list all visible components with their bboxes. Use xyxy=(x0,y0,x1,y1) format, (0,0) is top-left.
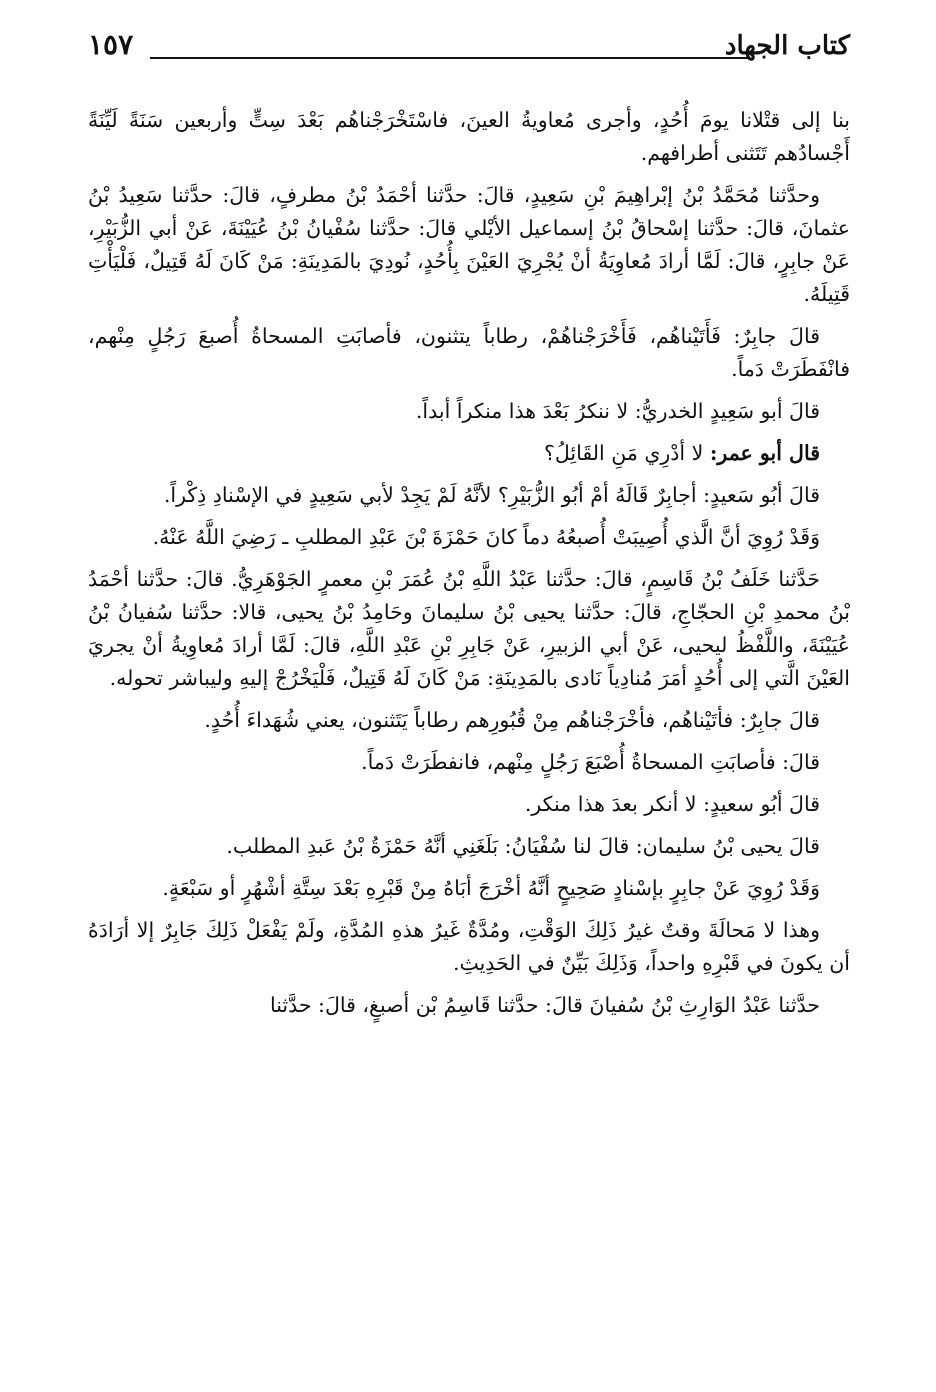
paragraph-5-text: لا أدْرِي مَنِ القَائِلُ؟ xyxy=(544,441,704,465)
book-title: كتاب الجهاد xyxy=(724,31,850,61)
paragraph-12: قالَ يحيى بْنُ سليمان: قالَ لنا سُفْيَانُ: بَلَغَنِي أنَّهُ حَمْزَةُ بْنُ عَبدِ المطلب. xyxy=(226,834,820,858)
header-rule xyxy=(150,57,750,59)
paragraph-7: وَقَدْ رُوِيَ أنَّ الَّذي أُصِيبَتْ أُصبعُهُ دماً كانَ حَمْزَةَ بْنَ عَبْدِ المطلبِ ـ رَضِيَ اللَّهُ عَنْهُ. xyxy=(152,525,820,549)
paragraph-14: وهذا لا مَحالَةَ وقتٌ غيرُ ذَلِكَ الوَقْتِ، ومُدَّةٌ غَيرُ هذهِ المُدَّةِ، ولَمْ يَفْعَلْ ذَلِكَ جَابِرٌ إلا أرَادَهُ أن يكونَ في قَبْرِهِ واحداً، وَذَلِكَ بَيِّنٌ في الحَدِيثِ. xyxy=(88,918,850,975)
paragraph-6: قالَ أبُو سَعيدٍ: أجابِرٌ قَالَهُ أمْ أبُو الزُّبَيْرِ؟ لأنَّهُ لَمْ يَجِدْ لأبي سَعِيدٍ في الإسْنادِ ذِكْراً. xyxy=(163,483,820,507)
page-body xyxy=(88,104,850,1031)
paragraph-9: قالَ جابِرٌ: فأتَيْناهُم، فأخْرَجْناهُم مِنْ قُبُورِهم رطاباً يَتَثنون، يعني شُهَداءَ أُحُدٍ. xyxy=(204,708,820,732)
paragraph-11: قالَ أبُو سعيدٍ: لا أنكر بعدَ هذا منكر. xyxy=(524,792,820,816)
paragraph-3: قالَ جابِرٌ: فَأَتَيْناهُم، فَأَخْرَجْناهُمْ، رطاباً يتثنون، فأصابَتِ المسحاةُ أُصبعَ رَجُلٍ مِنْهم، فانْفَطَرَتْ دَماً. xyxy=(88,324,850,381)
paragraph-1: بنا إلى قتْلانا يومَ أُحُدٍ، وأجرى مُعاويةُ العينَ، فاسْتَخْرَجْناهُم بَعْدَ سِتٍّ وأربعين سَنَةً لَيِّنَةً أَجْسادُهم تَتَثنى أطرافهم. xyxy=(88,108,850,165)
paragraph-2: وحدَّثنا مُحَمَّدُ بْنُ إبْراهِيمَ بْنِ سَعِيدٍ، قالَ: حدَّثنا أحْمَدُ بْنُ مطرفٍ، قالَ: حدَّثنا سَعِيدُ بْنُ عثمانَ، قالَ: حدَّثنا إسْحاقُ بْنُ إسماعيل الأيْلي قالَ: حدَّثنا سُفْيانُ بْنُ عُيَيْنَةَ، عَنْ أبي الزُّبَيْرِ، عَنْ جابِرٍ، قالَ: لَمَّا أرادَ مُعاوِيَةُ أنْ يُجْرِيَ العَيْنَ بِأُحُدٍ، نُودِيَ بالمَدِينَةِ: مَنْ كَانَ لَهُ قَتِيلٌ، فَلْيَأْتِ قَتِيلَهُ. xyxy=(88,183,850,306)
page-header xyxy=(88,28,850,64)
paragraph-15: حدَّثنا عَبْدُ الوَارِثِ بْنُ سُفيانَ قالَ: حدَّثنا قَاسِمُ بْن أصبغٍ، قالَ: حدَّثنا xyxy=(269,993,820,1017)
paragraph-13: وَقَدْ رُوِيَ عَنْ جابِرٍ بإسْنادٍ صَحِيحٍ أنَّهُ أخْرَجَ أبَاهُ مِنْ قَبْرِهِ بَعْدَ سِتَّةِ أشْهُرٍ أو سَبْعَةٍ. xyxy=(162,876,820,900)
paragraph-5 xyxy=(88,437,850,470)
paragraph-4: قالَ أبو سَعِيدٍ الخدريُّ: لا ننكرُ بَعْدَ هذا منكراً أبداً. xyxy=(415,399,820,423)
abu-umar-label: قال أبو عمر: xyxy=(709,441,820,465)
page-number: ١٥٧ xyxy=(88,28,134,61)
paragraph-8: حَدَّثنا خَلَفُ بْنُ قَاسِمٍ، قالَ: حدَّثنا عَبْدُ اللَّهِ بْنُ عُمَرَ بْنِ معمرٍ الجَوْهَرِيُّ. قالَ: حدَّثنا أحْمَدُ بْنُ محمدِ بْنِ الحجّاجِ، قالَ: حدَّثنا يحيى بْنُ سليمانَ وحَامِدُ بْنُ يحيى، قالا: حدَّثنا سُفيانُ بْنُ عُيَيْنَةَ، واللَّفْظُ ليحيى، عَنْ أبي الزبيرِ، عَنْ جَابِرِ بْنِ عَبْدِ اللَّهِ، قالَ: لَمَّا أرادَ مُعاوِيةُ أنْ يجريَ العَيْنَ الَّتي إلى أُحُدٍ أمَرَ مُنادِياً نَادى بالمَدِينَةِ: مَنْ كَانَ لَهُ قَتِيلٌ، فَلْيَخْرُجْ إليهِ وليباشر تحوله. xyxy=(88,567,850,690)
paragraph-10: قالَ: فأصابَتِ المسحاةُ أُصْبَعَ رَجُلٍ مِنْهم، فانفطَرَتْ دَماً. xyxy=(361,750,820,774)
